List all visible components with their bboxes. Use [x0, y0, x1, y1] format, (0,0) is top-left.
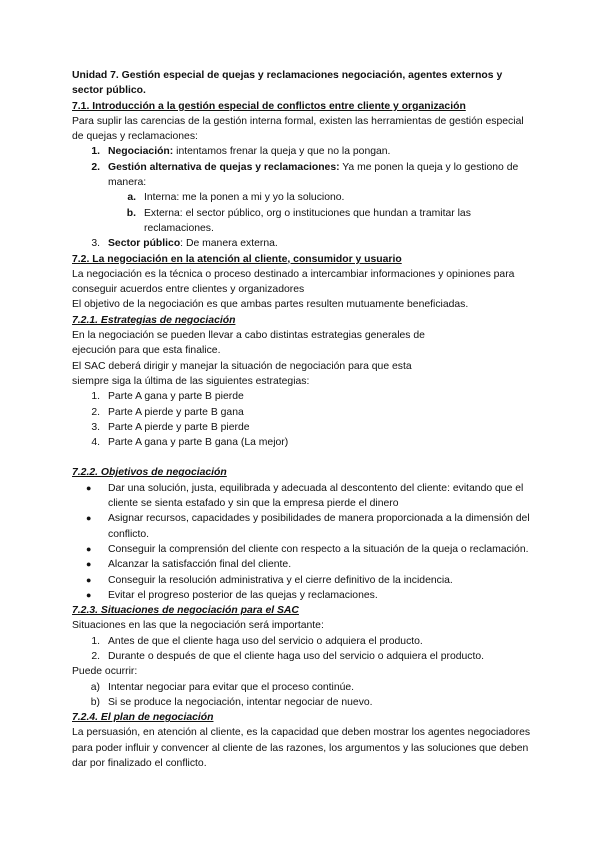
list-item: ● Asignar recursos, capacidades y posibilidades de manera proporcionada a la dimensión del conflicto.: [86, 513, 530, 540]
bullet-icon: ●: [86, 513, 92, 524]
list-item: 2. Durante o después de que el cliente haga uso del servicio o adquiera el producto.: [91, 650, 485, 662]
list-item: 2. Parte A pierde y parte B gana: [91, 406, 244, 418]
list-item: 1. Parte A gana y parte B pierde: [91, 391, 244, 403]
list-item: 3. Sector público: De manera externa.: [91, 238, 278, 250]
section-7-2-paragraph: La negociación es la técnica o proceso destinado a intercambiar informaciones y opiniones para conseguir acuerdos entre clientes y organizadores: [72, 268, 515, 296]
section-7-2-3-puede: Puede ocurrir:: [72, 666, 138, 678]
list-item: ● Dar una solución, justa, equilibrada y adecuada al descontento del cliente: evitando que el cliente se sienta estafado y sin que la empresa pierde el dinero: [86, 482, 524, 510]
section-7-2-3-heading: 7.2.3. Situaciones de negociación para el SAC: [72, 605, 299, 617]
section-7-1-intro: Para suplir las carencias de la gestión interna formal, existen las herramientas de gestión especial de quejas y reclamaciones:: [72, 115, 524, 143]
sub-list-item: a. Interna: me la ponen a mi y yo la soluciono.: [127, 192, 345, 204]
document-page: [72, 68, 532, 771]
bullet-icon: ●: [86, 543, 92, 554]
list-item: ● Alcanzar la satisfacción final del cliente.: [72, 557, 532, 572]
list-item: 1. Antes de que el cliente haga uso del servicio o adquiera el producto.: [91, 635, 423, 647]
list-item: b) Si se produce la negociación, intentar negociar de nuevo.: [90, 696, 373, 708]
document-title: Unidad 7. Gestión especial de quejas y reclamaciones negociación, agentes externos y sector público.: [72, 70, 503, 97]
list-item: 4. Parte A gana y parte B gana (La mejor): [91, 437, 289, 449]
section-7-2-1-heading: 7.2.1. Estrategias de negociación: [72, 314, 236, 326]
section-7-2-2-heading: 7.2.2. Objetivos de negociación: [72, 467, 227, 479]
bullet-icon: ●: [86, 559, 92, 570]
list-item: 3. Parte A pierde y parte B pierde: [91, 421, 250, 433]
section-7-2-paragraph: El objetivo de la negociación es que ambas partes resulten mutuamente beneficiadas.: [72, 299, 469, 311]
list-item: ● Conseguir la comprensión del cliente con respecto a la situación de la queja o reclamación.: [72, 542, 532, 557]
list-item: 1. Negociación: intentamos frenar la queja y que no la pongan.: [91, 146, 391, 158]
section-7-1-heading: 7.1. Introducción a la gestión especial de conflictos entre cliente y organización: [72, 100, 466, 112]
bullet-icon: ●: [86, 574, 92, 585]
section-7-2-4-heading: 7.2.4. El plan de negociación: [72, 712, 214, 724]
situations-list: [72, 634, 532, 665]
section-7-2-1-paragraph: El SAC deberá dirigir y manejar la situación de negociación para que esta siempre siga la última de las siguientes estrategias:: [72, 360, 412, 387]
strategies-list: [72, 389, 532, 450]
list-item: a) Intentar negociar para evitar que el proceso continúe.: [90, 681, 355, 693]
list-item: ● Evitar el progreso posterior de las quejas y reclamaciones.: [72, 588, 532, 603]
bullet-icon: ●: [86, 482, 92, 493]
section-7-2-heading: 7.2. La negociación en la atención al cliente, consumidor y usuario: [72, 253, 402, 265]
spacer: [72, 450, 532, 465]
section-7-1-list: [72, 144, 532, 251]
list-item: ● Conseguir la resolución administrativa y el cierre definitivo de la incidencia.: [72, 573, 532, 588]
sub-list-item: b. Externa: el sector público, org o instituciones que hundan a tramitar las reclamaciones.: [126, 207, 471, 234]
section-7-2-1-paragraph: En la negociación se pueden llevar a cabo distintas estrategias generales de ejecución para que esta finalice.: [72, 330, 425, 357]
bullet-icon: ●: [86, 589, 92, 600]
outcomes-list: [72, 680, 532, 711]
list-item: 2. Gestión alternativa de quejas y reclamaciones: Ya me ponen la queja y lo gestiono de manera:: [91, 161, 519, 189]
objectives-list: [72, 481, 532, 603]
section-7-2-4-paragraph: La persuasión, en atención al cliente, es la capacidad que deben mostrar los agentes negociadores para poder influir y convencer al cliente de las razones, los argumentos y las soluciones que deben dar por finalizado el conflicto.: [72, 727, 531, 770]
section-7-2-3-intro: Situaciones en las que la negociación será importante:: [72, 620, 324, 632]
